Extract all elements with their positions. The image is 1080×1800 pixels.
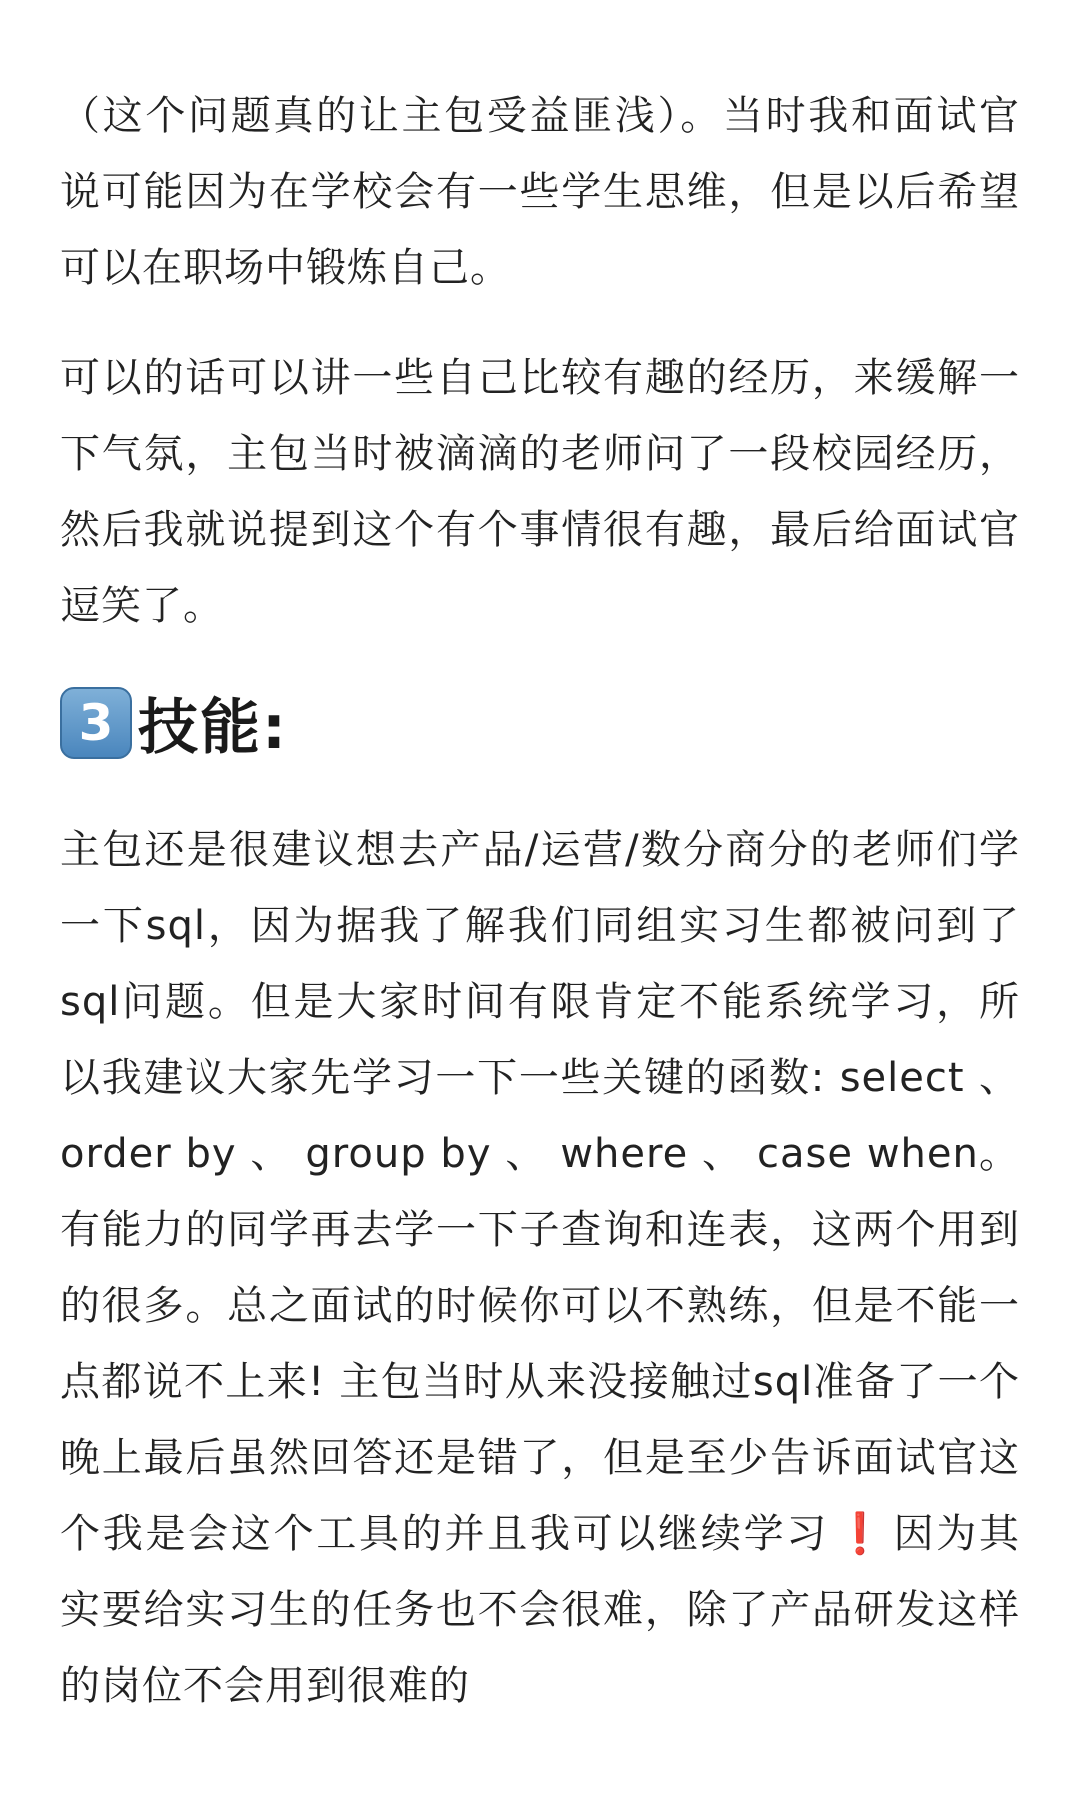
paragraph-3 xyxy=(60,812,1020,1724)
paragraph-3-continued: 因为其实要给实习生的任务也不会很难，除了产品研发这样的岗位不会用到很难的 xyxy=(60,1511,1021,1709)
article-body xyxy=(60,78,1020,1724)
paragraph-3-text: 主包还是很建议想去产品/运营/数分商分的老师们学一下sql，因为据我了解我们同组实习生都被问到了sql问题。但是大家时间有限肯定不能系统学习，所以我建议大家先学习一下一些关键的函数: select 、 order by 、 group by 、 where 、 case when。有能力的同学再去学一下子查询和连表，这两个用到的很多。总之面试的时候你可以不熟练，但是不能一点都说不上来! 主包当时从来没接触过sql准备了一个晚上最后虽然回答还是错了，但是至少告诉面试官这个我是会这个工具的并且我可以继续学习 xyxy=(60,827,1020,1557)
section-heading-skills xyxy=(60,680,1020,766)
keycap-3-icon: 3 xyxy=(60,687,132,759)
red-exclamation-icon: ❗ xyxy=(835,1511,886,1557)
paragraph-1: （这个问题真的让主包受益匪浅）。当时我和面试官说可能因为在学校会有一些学生思维，但是以后希望可以在职场中锻炼自己。 xyxy=(60,93,1020,291)
paragraph-2: 可以的话可以讲一些自己比较有趣的经历，来缓解一下气氛，主包当时被滴滴的老师问了一段校园经历，然后我就说提到这个有个事情很有趣，最后给面试官逗笑了。 xyxy=(60,355,1020,629)
section-title: 技能: xyxy=(138,693,288,763)
